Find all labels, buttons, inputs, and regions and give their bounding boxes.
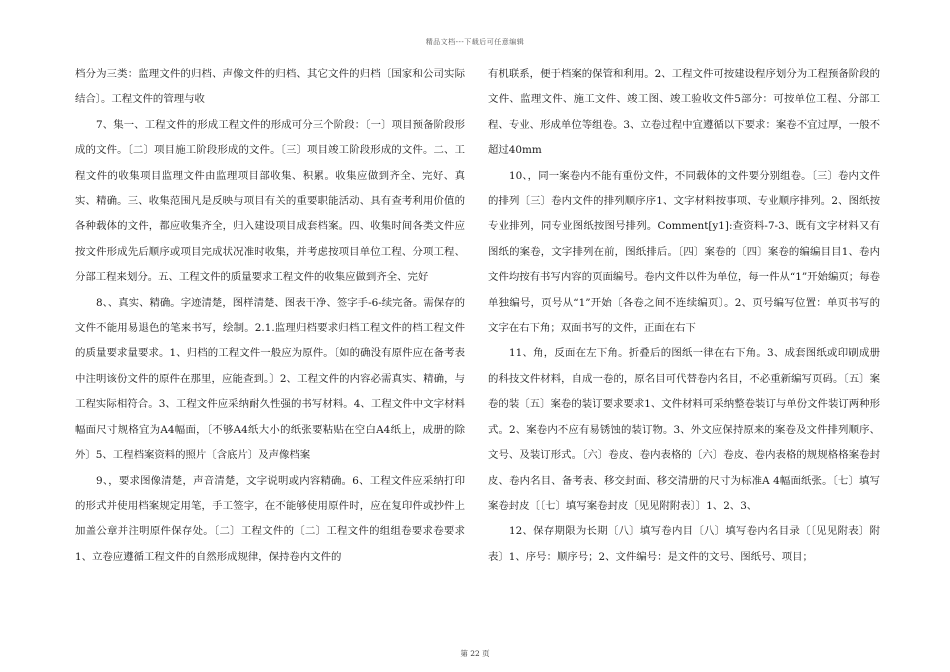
paragraph: 11、角，反面在左下角。折叠后的图纸一律在右下角。3、成套图纸或印刷成册的科技文件材料，自成一卷的，原名目可代替卷内名目，不必重新编写页码。〔五〕案卷的装〔五〕案卷的装订要求要求1、文件材料可采纳整卷装订与单份文件装订两种形式。2、案卷内不应有易锈蚀的装订物。3、外文应保持原来的案卷及文件排列顺序、文号、及装订形式。〔六〕卷皮、卷内表格的〔六〕卷皮、卷内表格的规规格格案卷封皮、卷内名目、备考表、移交封面、移交清册的尺寸为标准A 4幅面纸张。〔七〕填写案卷封皮〔〔七〕填写案卷封皮〔见见附附表〕〕1、2、3、 [488,347,880,512]
paragraph: 10、，同一案卷内不能有重份文件，不同载体的文件要分别组卷。〔三〕卷内文件的排列〔三〕卷内文件的排列顺序序1、文字材料按事项、专业顺序排列。2、图纸按专业排列，同专业图纸按图号排列。Comment[y1]:查资料-7-3、既有文字材料又有图纸的案卷，文字排列在前，图纸排后。〔四〕案卷的〔四〕案卷的编编目目1、卷内文件均按有书写内容的页面编号。卷内文件以件为单位，每一件从“1”开始编页；每卷单独编号，页号从“1”开始〔各卷之间不连续编页〕。2、页号编写位置：单页书写的文字在右下角；双面书写的文件，正面在右下 [488,169,880,335]
left-column [75,62,465,570]
paragraph: 7、集一、工程文件的形成工程文件的形成可分三个阶段：〔一〕项目预备阶段形成的文件。〔二〕项目施工阶段形成的文件。〔三〕项目竣工阶段形成的文件。二、工程文件的收集项目监理文件由监理项目部收集、积累。收集应做到齐全、完好、真实、精确。三、收集范围凡是反映与项目有关的重要职能活动、具有查考利用价值的各种载体的文件，都应收集齐全，归入建设项目成套档案。四、收集时间各类文件应按文件形成先后顺序或项目完成状况准时收集，并考虑按项目单位工程、分项工程、分部工程来划分。五、工程文件的质量要求工程文件的收集应做到齐全、完好 [75,118,465,284]
page-number: 第 22 页 [460,649,490,658]
paragraph: 8、、真实、精确。字迹清楚，图样清楚、图表干净、签字手-6-续完备。需保存的文件不能用易退色的笔来书写，绘制。2.1.监理归档要求归档工程文件的档工程文件的质量要求量要求。1、归档的工程文件一般应为原件。〔如的确没有原件应在备考表中注明该份文件的原件在那里，应能查到。〕2、工程文件的内容必需真实、精确，与工程实际相符合。3、工程文件应采纳耐久性强的书写材料。4、工程文件中文字材料幅面尺寸规格宜为A4幅面，〔不够A4纸大小的纸张要粘贴在空白A4纸上，成册的除外〕5、工程档案资料的照片〔含底片〕及声像档案 [75,296,465,462]
paragraph: 有机联系，便于档案的保管和利用。2、工程文件可按建设程序划分为工程预备阶段的文件、监理文件、施工文件、竣工图、竣工验收文件5部分：可按单位工程、分部工程、专业、形成单位等组卷。3、立卷过程中宜遵循以下要求：案卷不宜过厚，一般不超过40mm [488,68,880,157]
paragraph: 9、，要求图像清楚，声音清楚，文字说明或内容精确。6、工程文件应采纳打印的形式并使用档案规定用笔，手工签字，在不能够使用原件时，应在复印件或抄件上加盖公章并注明原件保存处。〔二〕工程文件的〔二〕工程文件的组组卷要求卷要求1、立卷应遵循工程文件的自然形成规律，保持卷内文件的 [75,474,465,563]
right-column [488,62,880,570]
page-header: 精品文档---下载后可任意编辑 [425,38,525,46]
paragraph: 12、保存期限为长期〔八〕填写卷内目〔八〕填写卷内名目录〔〔见见附表〕附表〕1、序号：顺序号；2、文件编号：是文件的文号、图纸号、项目； [488,525,880,563]
paragraph: 档分为三类：监理文件的归档、声像文件的归档、其它文件的归档〔国家和公司实际结合〕。工程文件的管理与收 [75,68,465,106]
